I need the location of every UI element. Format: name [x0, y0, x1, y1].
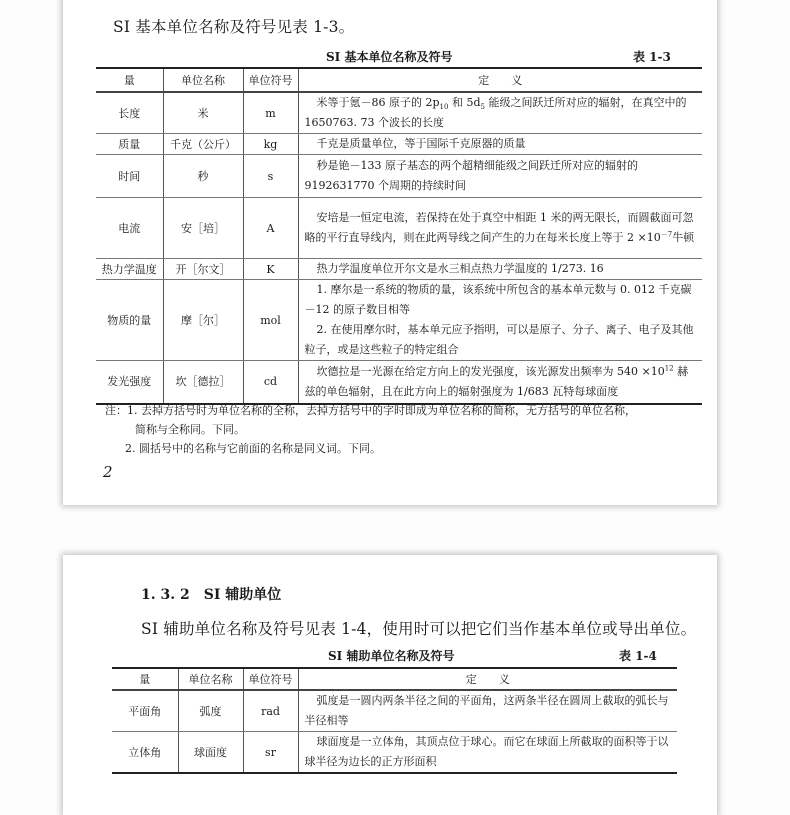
unit-symbol-cell: sr: [243, 732, 298, 774]
table-row: [96, 259, 702, 280]
quantity-cell: 电流: [96, 198, 163, 259]
table-title: SI 辅助单位名称及符号: [328, 649, 455, 663]
quantity-cell: 长度: [96, 92, 163, 134]
quantity-cell: 时间: [96, 155, 163, 198]
header-unit-symbol: 单位符号: [243, 68, 298, 92]
table-header-row: [112, 668, 677, 690]
table-number: 表 1-3: [633, 50, 671, 64]
definition-cell: 热力学温度单位开尔文是水三相点热力学温度的 1/273. 16: [298, 259, 702, 280]
unit-symbol-cell: m: [243, 92, 298, 134]
definition-item-2: 2. 在使用摩尔时，基本单元应予指明，可以是原子、分子、离子、电子及其他粒子，或是这些粒子的特定组合: [304, 323, 694, 356]
page-number: 2: [103, 463, 113, 481]
table-row: [112, 732, 677, 774]
quantity-cell: 发光强度: [96, 361, 163, 404]
definition-cell: 坎德拉是一光源在给定方向上的发光强度，该光源发出频率为 $540 \times 10^{12}$ 赫兹的单色辐射，且在此方向上的辐射强度为 1/683 瓦特每球面度: [298, 361, 702, 404]
document-page-1: [63, 0, 717, 505]
header-unit-symbol: 单位符号: [243, 668, 298, 690]
table-title: SI 基本单位名称及符号: [326, 50, 453, 64]
definition-cell: [298, 280, 702, 361]
intro-paragraph: SI 辅助单位名称及符号见表 1-4，使用时可以把它们当作基本单位或导出单位。: [141, 620, 697, 638]
unit-symbol-cell: mol: [243, 280, 298, 361]
definition-cell: 千克是质量单位，等于国际千克原器的质量: [298, 134, 702, 155]
header-unit-name: 单位名称: [163, 68, 243, 92]
si-base-units-table: [96, 67, 702, 405]
unit-name-cell: 摩［尔］: [163, 280, 243, 361]
unit-name-cell: 坎［德拉］: [163, 361, 243, 404]
unit-symbol-cell: A: [243, 198, 298, 259]
unit-name-cell: 安［培］: [163, 198, 243, 259]
quantity-cell: 热力学温度: [96, 259, 163, 280]
unit-name-cell: 秒: [163, 155, 243, 198]
unit-name-cell: 弧度: [178, 690, 243, 732]
table-row: [112, 690, 677, 732]
header-unit-name: 单位名称: [178, 668, 243, 690]
note-1-continued: 简称与全称同。下同。: [135, 423, 245, 436]
unit-symbol-cell: s: [243, 155, 298, 198]
definition-cell: 安培是一恒定电流，若保持在处于真空中相距 1 米的两无限长，而圆截面可忽略的平行直导线内，则在此两导线之间产生的力在每米长度上等于 $2 \times 10^{-7}$牛顿: [298, 198, 702, 259]
quantity-cell: 物质的量: [96, 280, 163, 361]
table-number: 表 1-4: [619, 649, 657, 663]
intro-paragraph: SI 基本单位名称及符号见表 1-3。: [113, 18, 355, 36]
definition-item-1: 1. 摩尔是一系统的物质的量，该系统中所包含的基本单元数与 0. 012 千克碳－12 的原子数目相等: [304, 283, 692, 316]
table-row: [96, 361, 702, 404]
document-page-2: [63, 555, 717, 815]
header-definition: 定 义: [298, 68, 702, 92]
section-heading: 1. 3. 2 SI 辅助单位: [141, 587, 282, 603]
definition-cell: 秒是铯－133 原子基态的两个超精细能级之间跃迁所对应的辐射的 9192631770 个周期的持续时间: [298, 155, 702, 198]
table-row: [96, 280, 702, 361]
table-notes: [105, 401, 636, 458]
table-row: [96, 134, 702, 155]
unit-name-cell: 开［尔文］: [163, 259, 243, 280]
si-supplementary-units-table: [112, 667, 677, 774]
unit-symbol-cell: K: [243, 259, 298, 280]
table-row: [96, 198, 702, 259]
definition-cell: 球面度是一立体角，其顶点位于球心。而它在球面上所截取的面积等于以球半径为边长的正方形面积: [298, 732, 677, 774]
header-quantity: 量: [96, 68, 163, 92]
note-2: 2. 圆括号中的名称与它前面的名称是同义词。下同。: [125, 442, 381, 455]
header-definition: 定 义: [298, 668, 677, 690]
table-row: [96, 155, 702, 198]
unit-name-cell: 米: [163, 92, 243, 134]
notes-prefix: 注：: [105, 404, 127, 417]
unit-name-cell: 千克（公斤）: [163, 134, 243, 155]
definition-cell: 弧度是一圆内两条半径之间的平面角，这两条半径在圆周上截取的弧长与半径相等: [298, 690, 677, 732]
unit-symbol-cell: kg: [243, 134, 298, 155]
table-header-row: [96, 68, 702, 92]
table-row: [96, 92, 702, 134]
quantity-cell: 立体角: [112, 732, 178, 774]
unit-name-cell: 球面度: [178, 732, 243, 774]
quantity-cell: 质量: [96, 134, 163, 155]
unit-symbol-cell: rad: [243, 690, 298, 732]
note-1: 1. 去掉方括号时为单位名称的全称，去掉方括号中的字时即成为单位名称的简称，无方括号的单位名称，: [127, 404, 636, 417]
quantity-cell: 平面角: [112, 690, 178, 732]
header-quantity: 量: [112, 668, 178, 690]
definition-cell: 米等于氪－86 原子的 $2p_{10}$ 和 $5d_5$ 能级之间跃迁所对应的辐射，在真空中的 1650763. 73 个波长的长度: [298, 92, 702, 134]
unit-symbol-cell: cd: [243, 361, 298, 404]
